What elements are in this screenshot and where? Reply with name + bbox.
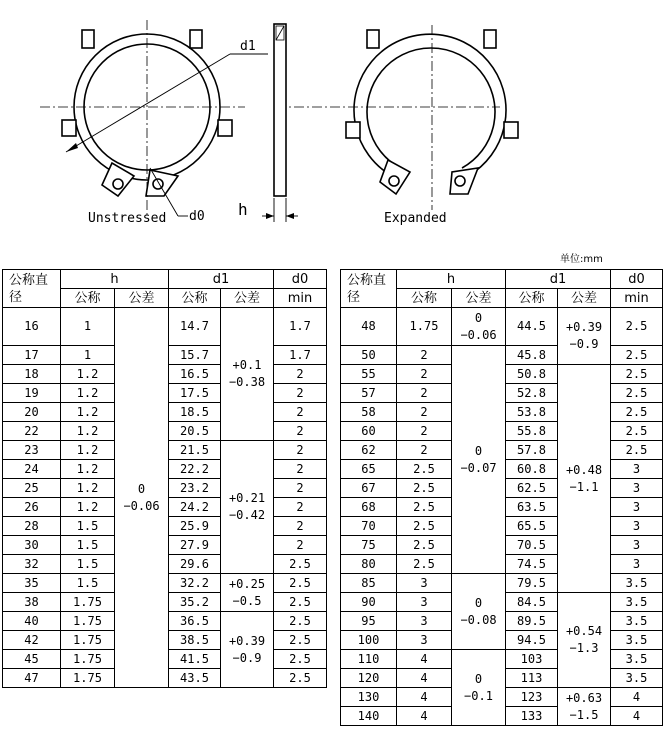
cell-h: 1.2	[61, 384, 115, 403]
cell-d0: 2.5	[274, 650, 327, 669]
label-unstressed: Unstressed	[88, 211, 167, 226]
cell-d1: 16.5	[169, 365, 221, 384]
header-h-tol: 公差	[115, 289, 169, 308]
cell-size: 85	[341, 574, 397, 593]
table-row	[341, 346, 663, 365]
cell-h: 1.75	[61, 650, 115, 669]
cell-h: 4	[397, 707, 452, 726]
cell-d1: 21.5	[169, 441, 221, 460]
cell-h: 1	[61, 346, 115, 365]
cell-d1: 25.9	[169, 517, 221, 536]
cell-d0: 2.5	[611, 422, 663, 441]
cell-h: 2	[397, 441, 452, 460]
cell-d0: 2	[274, 517, 327, 536]
cell-h: 1.75	[61, 593, 115, 612]
cell-d0: 2.5	[274, 593, 327, 612]
cell-size: 60	[341, 422, 397, 441]
cell-d0: 2.5	[274, 631, 327, 650]
label-d1: d1	[240, 39, 256, 54]
cell-h: 1.2	[61, 422, 115, 441]
cell-d1: 32.2	[169, 574, 221, 593]
cell-d0: 3	[611, 555, 663, 574]
cell-d0: 2.5	[611, 384, 663, 403]
cell-d0: 2.5	[611, 308, 663, 346]
cell-h: 2	[397, 403, 452, 422]
cell-d1: 103	[506, 650, 558, 669]
header-d0-min: min	[611, 289, 663, 308]
cell-d0: 1.7	[274, 308, 327, 346]
header-d0: d0	[274, 270, 327, 289]
cell-h: 1.75	[61, 669, 115, 688]
cell-size: 32	[3, 555, 61, 574]
cell-d0: 2.5	[274, 574, 327, 593]
table-row	[341, 308, 663, 346]
cell-size: 110	[341, 650, 397, 669]
cell-d1: 70.5	[506, 536, 558, 555]
cell-size: 62	[341, 441, 397, 460]
cell-size: 17	[3, 346, 61, 365]
cell-h: 2.5	[397, 479, 452, 498]
cell-d1: 50.8	[506, 365, 558, 384]
cell-h: 1.5	[61, 536, 115, 555]
cell-h: 4	[397, 669, 452, 688]
cell-d0: 3	[611, 460, 663, 479]
cell-d1: 65.5	[506, 517, 558, 536]
cell-d0: 2.5	[274, 555, 327, 574]
cell-h: 2.5	[397, 536, 452, 555]
cell-size: 58	[341, 403, 397, 422]
cell-d0: 2.5	[611, 441, 663, 460]
cell-h: 1.2	[61, 441, 115, 460]
header-d1: d1	[169, 270, 274, 289]
cell-d1: 133	[506, 707, 558, 726]
cell-size: 100	[341, 631, 397, 650]
cell-d1-tol: +0.21 −0.42	[221, 441, 274, 574]
header-h-nominal: 公称	[397, 289, 452, 308]
cell-d0: 2	[274, 441, 327, 460]
cell-size: 45	[3, 650, 61, 669]
cell-size: 90	[341, 593, 397, 612]
cell-d1: 89.5	[506, 612, 558, 631]
cell-d1: 36.5	[169, 612, 221, 631]
cell-d0: 2.5	[611, 346, 663, 365]
cell-d0: 2	[274, 422, 327, 441]
cell-d0: 3	[611, 498, 663, 517]
cell-d0: 2	[274, 384, 327, 403]
cell-size: 42	[3, 631, 61, 650]
cell-d1: 94.5	[506, 631, 558, 650]
header-nominal-size: 公称直 径	[3, 270, 61, 308]
cell-size: 65	[341, 460, 397, 479]
label-expanded: Expanded	[384, 211, 447, 226]
cell-d1: 22.2	[169, 460, 221, 479]
cell-d1: 15.7	[169, 346, 221, 365]
table-row	[341, 650, 663, 669]
cell-size: 120	[341, 669, 397, 688]
cell-h: 1.5	[61, 517, 115, 536]
cell-h: 1.2	[61, 460, 115, 479]
cell-h: 1.5	[61, 574, 115, 593]
header-nominal-size: 公称直 径	[341, 270, 397, 308]
cell-d1: 14.7	[169, 308, 221, 346]
cell-h: 1.75	[397, 308, 452, 346]
header-d0-min: min	[274, 289, 327, 308]
cell-d0: 3	[611, 536, 663, 555]
cell-size: 95	[341, 612, 397, 631]
cell-d1: 84.5	[506, 593, 558, 612]
cell-d0: 3	[611, 479, 663, 498]
cell-d1: 79.5	[506, 574, 558, 593]
header-d1-tol: 公差	[558, 289, 611, 308]
cell-d1: 57.8	[506, 441, 558, 460]
cell-d0: 3.5	[611, 669, 663, 688]
cell-h-tol: 0 −0.1	[452, 650, 506, 726]
cell-d0: 2	[274, 403, 327, 422]
cell-h: 2.5	[397, 517, 452, 536]
cell-h-tol: 0 −0.06	[115, 308, 169, 688]
cell-h: 2.5	[397, 555, 452, 574]
cell-d1: 23.2	[169, 479, 221, 498]
cell-h: 2.5	[397, 460, 452, 479]
cell-d1: 41.5	[169, 650, 221, 669]
cell-h: 1.5	[61, 555, 115, 574]
cell-size: 130	[341, 688, 397, 707]
cell-d0: 3.5	[611, 612, 663, 631]
cell-d1: 123	[506, 688, 558, 707]
spec-table-left	[2, 269, 327, 688]
cell-d1: 52.8	[506, 384, 558, 403]
cell-size: 25	[3, 479, 61, 498]
cell-h: 3	[397, 631, 452, 650]
cell-size: 24	[3, 460, 61, 479]
cell-h: 3	[397, 593, 452, 612]
header-h-tol: 公差	[452, 289, 506, 308]
cell-d0: 3.5	[611, 593, 663, 612]
header-d1: d1	[506, 270, 611, 289]
cell-d0: 1.7	[274, 346, 327, 365]
cell-d1: 53.8	[506, 403, 558, 422]
cell-d1: 27.9	[169, 536, 221, 555]
header-h-nominal: 公称	[61, 289, 115, 308]
cell-d0: 3	[611, 517, 663, 536]
cell-h: 1.2	[61, 498, 115, 517]
cell-h-tol: 0 −0.06	[452, 308, 506, 346]
cell-size: 40	[3, 612, 61, 631]
cell-d1: 60.8	[506, 460, 558, 479]
unit-note: 单位:mm	[560, 254, 603, 265]
cell-d1-tol: +0.54 −1.3	[558, 593, 611, 688]
cell-size: 20	[3, 403, 61, 422]
cell-size: 35	[3, 574, 61, 593]
cell-d1-tol: +0.63 −1.5	[558, 688, 611, 726]
cell-d0: 2	[274, 460, 327, 479]
cell-h: 4	[397, 650, 452, 669]
cell-size: 19	[3, 384, 61, 403]
cell-size: 23	[3, 441, 61, 460]
cell-h-tol: 0 −0.07	[452, 346, 506, 574]
header-d1-nominal: 公称	[169, 289, 221, 308]
header-h: h	[397, 270, 506, 289]
cell-size: 80	[341, 555, 397, 574]
label-h: h	[238, 200, 248, 219]
cell-h: 2.5	[397, 498, 452, 517]
cell-d1: 24.2	[169, 498, 221, 517]
cell-d1: 45.8	[506, 346, 558, 365]
cell-d1: 113	[506, 669, 558, 688]
cell-h: 1.2	[61, 403, 115, 422]
cell-h: 2	[397, 346, 452, 365]
cell-d1: 74.5	[506, 555, 558, 574]
side-view	[274, 24, 286, 196]
cell-d1: 29.6	[169, 555, 221, 574]
cell-d1-tol: +0.39 −0.9	[558, 308, 611, 365]
cell-size: 75	[341, 536, 397, 555]
cell-h: 1.2	[61, 365, 115, 384]
cell-d0: 2	[274, 479, 327, 498]
cell-h: 3	[397, 612, 452, 631]
header-h: h	[61, 270, 169, 289]
cell-d1-tol: +0.1 −0.38	[221, 308, 274, 441]
cell-d0: 2	[274, 498, 327, 517]
cell-size: 30	[3, 536, 61, 555]
cell-d0: 2.5	[274, 669, 327, 688]
cell-d0: 4	[611, 707, 663, 726]
cell-h: 1.2	[61, 479, 115, 498]
cell-d1-tol: +0.25 −0.5	[221, 574, 274, 612]
cell-d0: 2.5	[611, 403, 663, 422]
cell-d1: 63.5	[506, 498, 558, 517]
cell-d1: 44.5	[506, 308, 558, 346]
cell-size: 22	[3, 422, 61, 441]
cell-size: 50	[341, 346, 397, 365]
cell-d1: 35.2	[169, 593, 221, 612]
cell-h: 4	[397, 688, 452, 707]
table-row	[341, 574, 663, 593]
cell-size: 47	[3, 669, 61, 688]
header-d1-tol: 公差	[221, 289, 274, 308]
cell-d0: 3.5	[611, 631, 663, 650]
cell-size: 26	[3, 498, 61, 517]
cell-h: 1.75	[61, 631, 115, 650]
cell-size: 16	[3, 308, 61, 346]
cell-h-tol: 0 −0.08	[452, 574, 506, 650]
cell-d0: 3.5	[611, 650, 663, 669]
cell-d0: 3.5	[611, 574, 663, 593]
header-d0: d0	[611, 270, 663, 289]
cell-h: 2	[397, 365, 452, 384]
cell-size: 38	[3, 593, 61, 612]
spec-table-right	[340, 269, 663, 726]
cell-d1: 17.5	[169, 384, 221, 403]
cell-d0: 2.5	[274, 612, 327, 631]
cell-size: 18	[3, 365, 61, 384]
cell-size: 68	[341, 498, 397, 517]
cell-d0: 2	[274, 365, 327, 384]
cell-d1: 20.5	[169, 422, 221, 441]
label-d0: d0	[189, 209, 205, 224]
cell-d1: 18.5	[169, 403, 221, 422]
cell-size: 67	[341, 479, 397, 498]
cell-d1-tol: +0.39 −0.9	[221, 612, 274, 688]
cell-d0: 2.5	[611, 365, 663, 384]
cell-size: 57	[341, 384, 397, 403]
cell-size: 140	[341, 707, 397, 726]
cell-d1: 62.5	[506, 479, 558, 498]
cell-d1: 38.5	[169, 631, 221, 650]
cell-h: 2	[397, 422, 452, 441]
cell-size: 28	[3, 517, 61, 536]
cell-size: 55	[341, 365, 397, 384]
cell-d1: 43.5	[169, 669, 221, 688]
cell-d0: 2	[274, 536, 327, 555]
cell-h: 1.75	[61, 612, 115, 631]
cell-size: 48	[341, 308, 397, 346]
table-row	[3, 308, 327, 346]
header-d1-nominal: 公称	[506, 289, 558, 308]
technical-drawing	[0, 0, 664, 240]
cell-d1-tol: +0.48 −1.1	[558, 365, 611, 593]
cell-size: 70	[341, 517, 397, 536]
cell-h: 2	[397, 384, 452, 403]
cell-h: 1	[61, 308, 115, 346]
cell-d0: 4	[611, 688, 663, 707]
cell-h: 3	[397, 574, 452, 593]
cell-d1: 55.8	[506, 422, 558, 441]
